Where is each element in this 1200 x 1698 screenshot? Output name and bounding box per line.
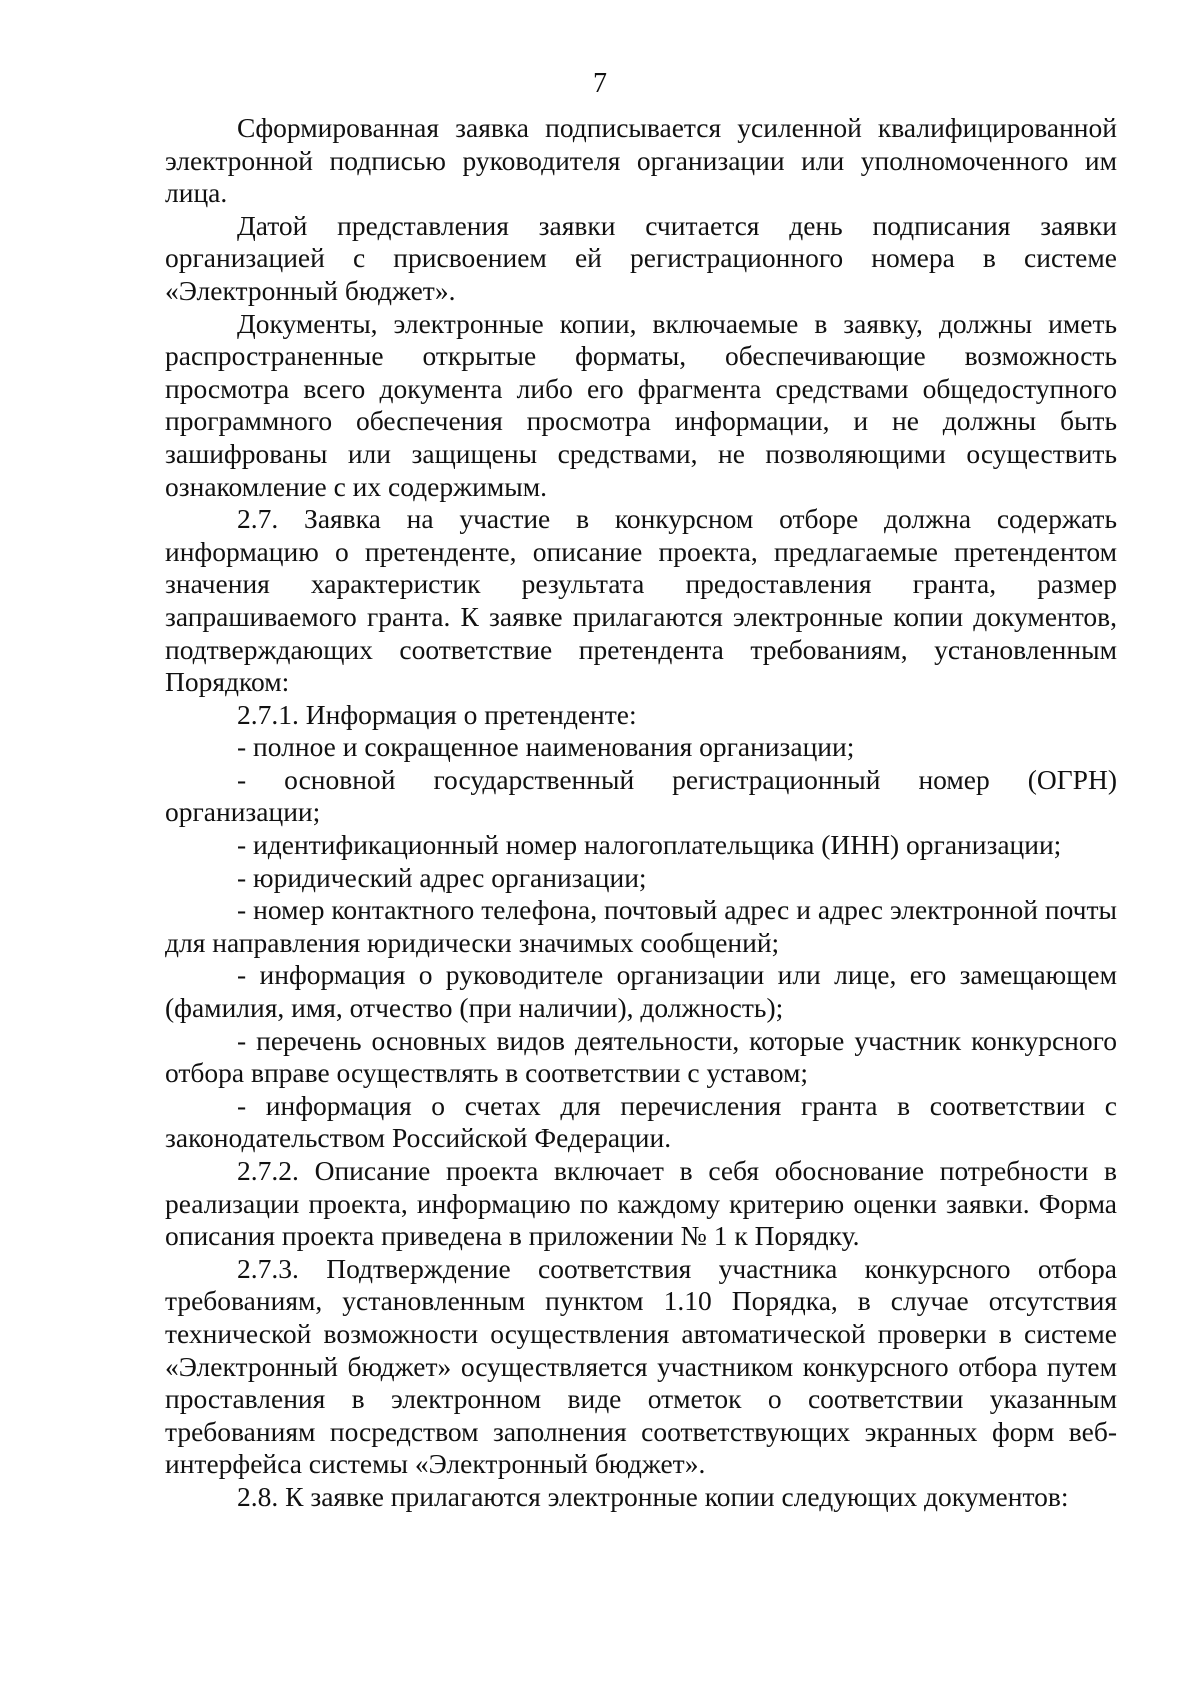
paragraph-document-formats: Документы, электронные копии, включаемые в заявку, должны иметь распространенные открытые форматы, обеспечивающие возможность просмотра всего документа либо его фрагмента средствами общедоступного программного обеспечения просмотра информации, и не должны быть зашифрованы или защищены средствами, не позволяющими осуществить ознакомление с их содержимым. [165, 307, 1117, 502]
list-item-ogrn: - основной государственный регистрационный номер (ОГРН) организации; [165, 763, 1117, 828]
list-item-legal-address: - юридический адрес организации; [237, 861, 647, 893]
paragraph-2-7-3: 2.7.3. Подтверждение соответствия участника конкурсного отбора требованиям, установленным пунктом 1.10 Порядка, в случае отсутствия технической возможности осуществления автоматической проверки в системе «Электронный бюджет» осуществляется участником конкурсного отбора путем проставления в электронном виде отметок о соответствии указанным требованиям посредством заполнения соответствующих экранных форм веб-интерфейса системы «Электронный бюджет». [165, 1252, 1117, 1480]
paragraph-2-8: 2.8. К заявке прилагаются электронные копии следующих документов: [237, 1480, 1069, 1512]
page-number: 7 [593, 68, 607, 99]
paragraph-2-7-2: 2.7.2. Описание проекта включает в себя обоснование потребности в реализации проекта, информацию по каждому критерию оценки заявки. Форма описания проекта приведена в приложении № 1 к Порядку. [165, 1155, 1117, 1252]
paragraph-signature: Сформированная заявка подписывается усиленной квалифицированной электронной подписью руководителя организации или уполномоченного им лица. [165, 112, 1117, 209]
document-body [165, 112, 1117, 1514]
list-item-activities: - перечень основных видов деятельности, которые участник конкурсного отбора вправе осуществлять в соответствии с уставом; [165, 1024, 1117, 1089]
list-item-contacts: - номер контактного телефона, почтовый адрес и адрес электронной почты для направления юридически значимых сообщений; [165, 894, 1117, 958]
list-item-inn: - идентификационный номер налогоплательщика (ИНН) организации; [237, 829, 1062, 861]
paragraph-2-7-1: 2.7.1. Информация о претенденте: [237, 698, 637, 730]
list-item-head-info: - информация о руководителе организации или лице, его замещающем (фамилия, имя, отчество (при наличии), должность); [165, 959, 1117, 1024]
paragraph-submission-date: Датой представления заявки считается день подписания заявки организацией с присвоением ей регистрационного номера в системе «Электронный бюджет». [165, 209, 1117, 306]
list-item-full-name: - полное и сокращенное наименования организации; [237, 731, 855, 763]
list-item-accounts: - информация о счетах для перечисления гранта в соответствии с законодательством Российской Федерации. [165, 1089, 1117, 1154]
paragraph-2-7: 2.7. Заявка на участие в конкурсном отборе должна содержать информацию о претенденте, описание проекта, предлагаемые претендентом значения характеристик результата предоставления гранта, размер запрашиваемого гранта. К заявке прилагаются электронные копии документов, подтверждающих соответствие претендента требованиям, установленным Порядком: [165, 503, 1117, 698]
